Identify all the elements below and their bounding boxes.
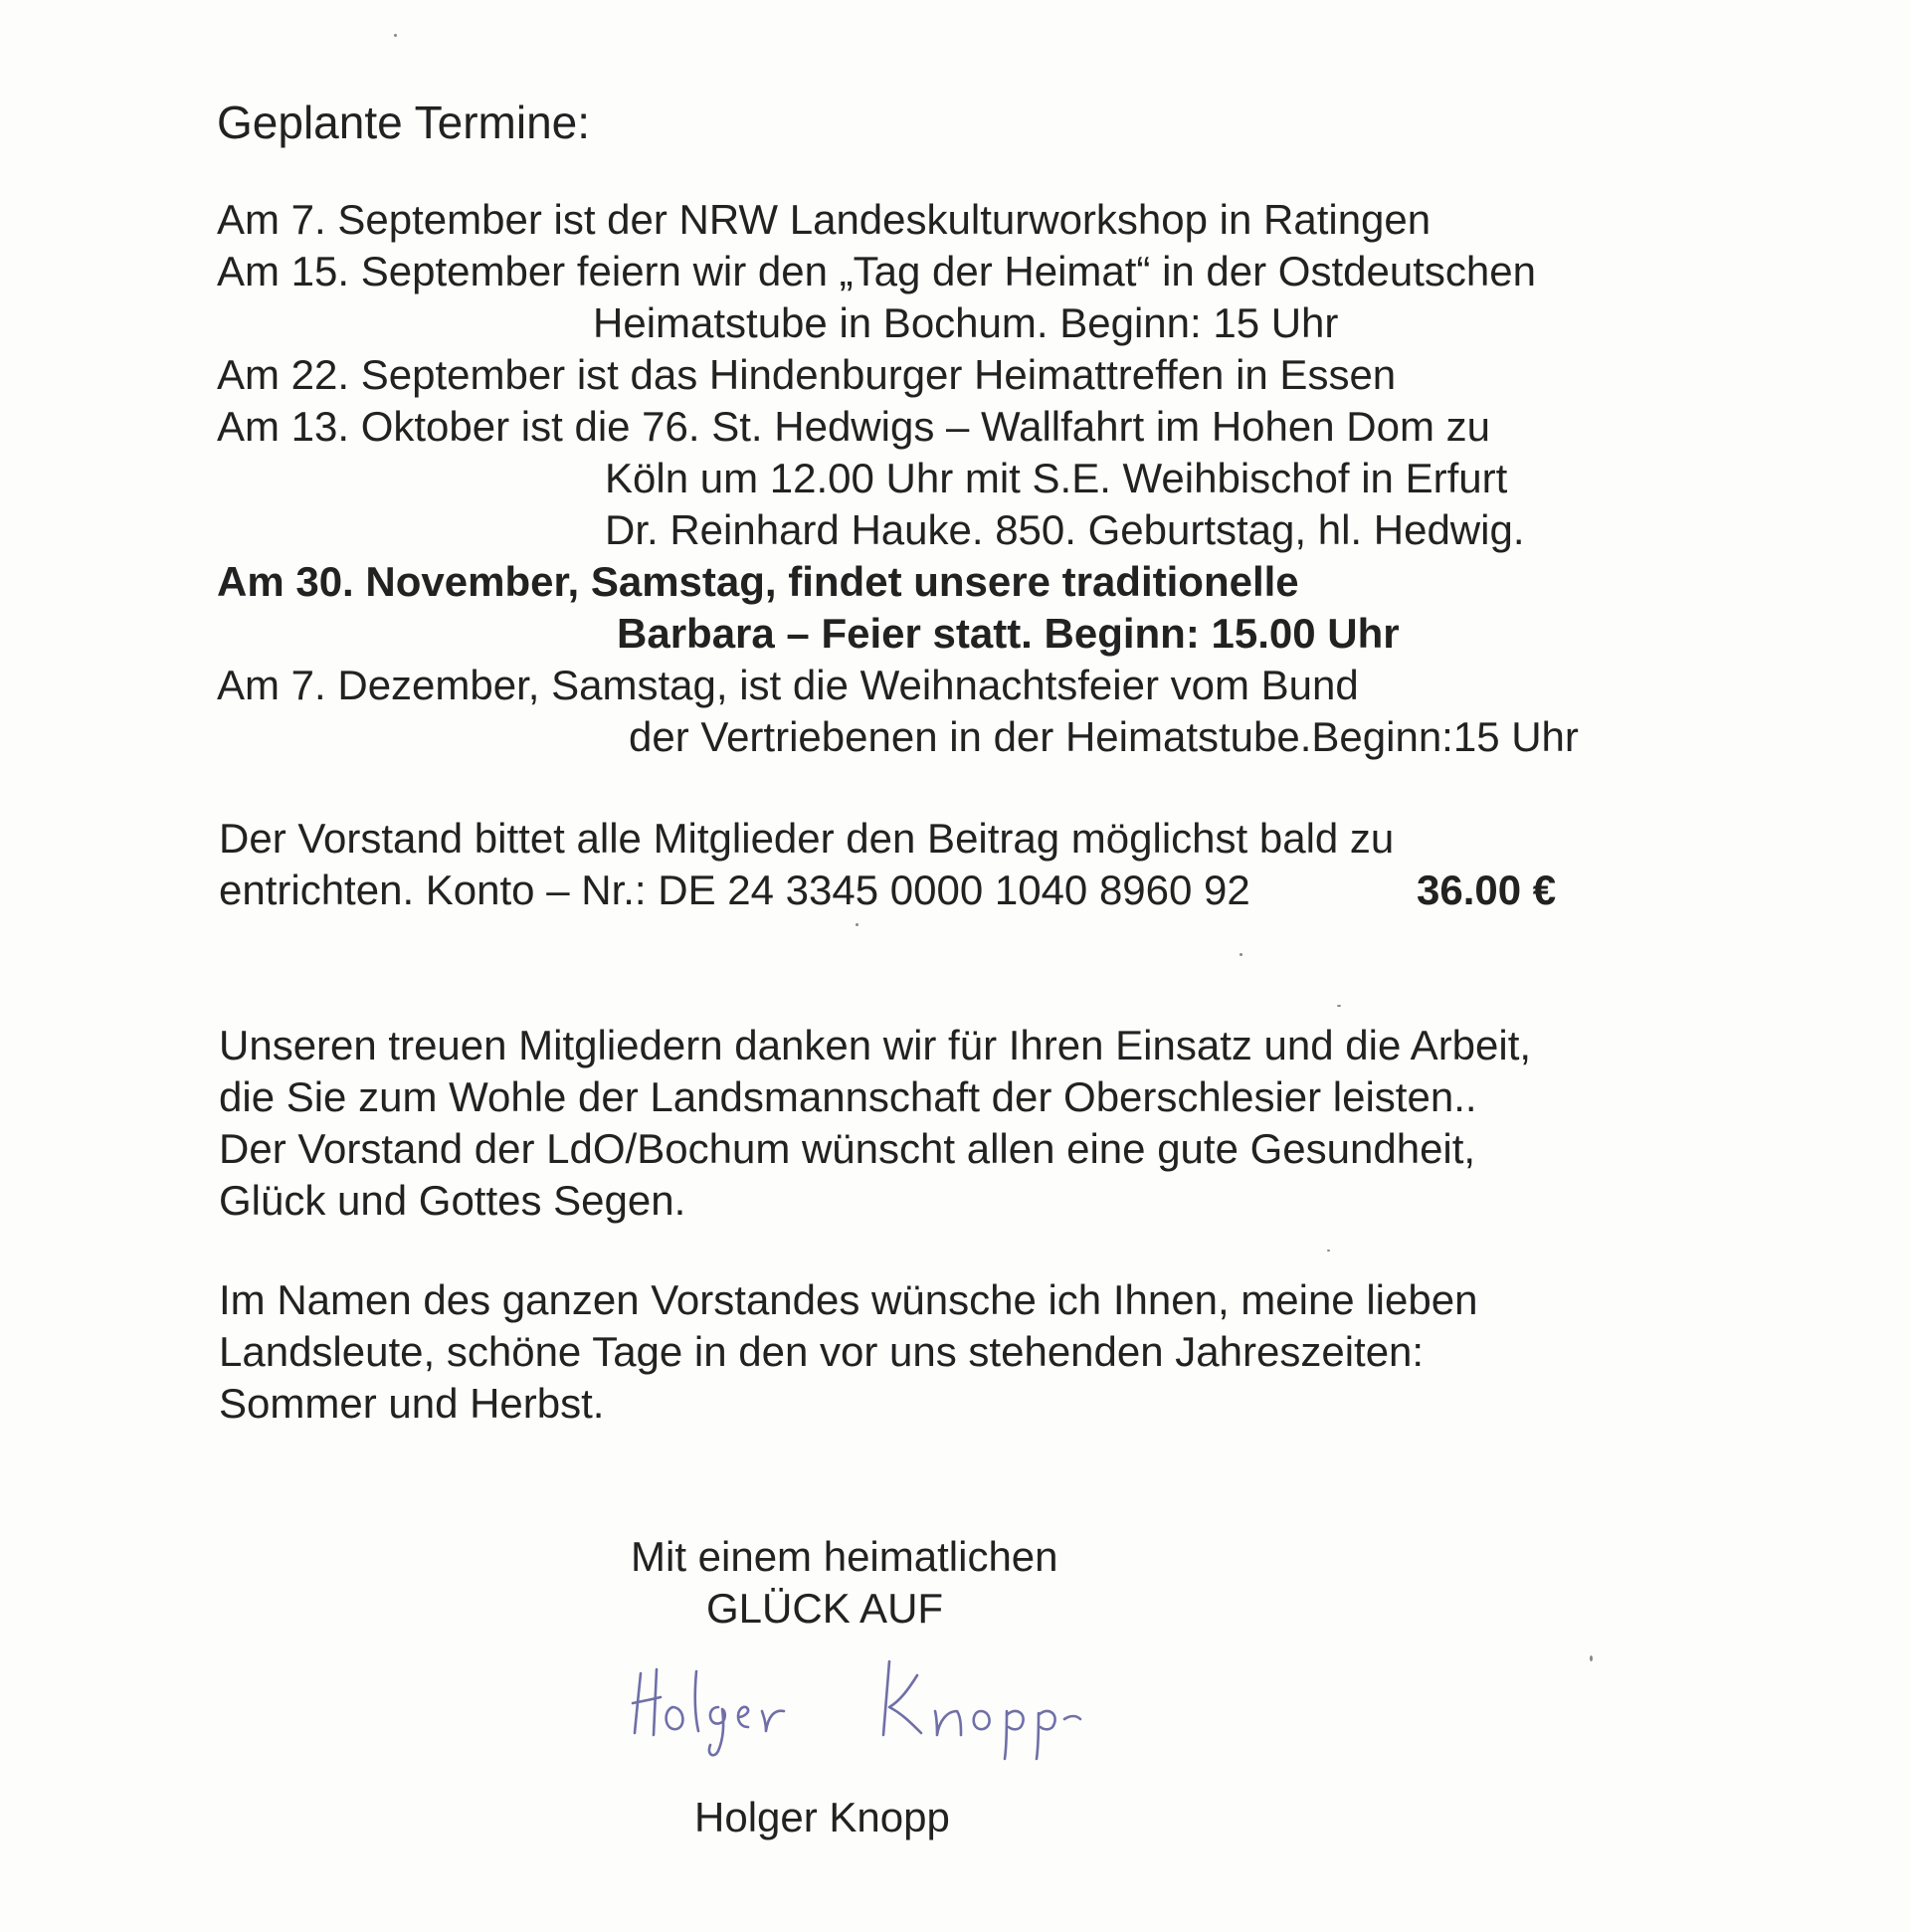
handwritten-signature bbox=[627, 1632, 1144, 1761]
scan-speck bbox=[1240, 953, 1242, 956]
thanks-line: Der Vorstand der LdO/Bochum wünscht allen eine gute Gesundheit, bbox=[219, 1125, 1476, 1172]
scan-speck bbox=[1327, 1250, 1330, 1252]
dues-amount: 36.00 € bbox=[1417, 867, 1557, 913]
event-line: Dr. Reinhard Hauke. 850. Geburtstag, hl. Hedwig. bbox=[605, 506, 1525, 553]
signer-name: Holger Knopp bbox=[694, 1794, 950, 1840]
thanks-line: die Sie zum Wohle der Landsmannschaft der Oberschlesier leisten.. bbox=[219, 1073, 1477, 1120]
event-line: Am 7. September ist der NRW Landeskulturworkshop in Ratingen bbox=[217, 196, 1432, 243]
scan-speck bbox=[1337, 1005, 1341, 1007]
event-line: Am 13. Oktober ist die 76. St. Hedwigs – Wallfahrt im Hohen Dom zu bbox=[217, 403, 1490, 450]
event-line: Am 15. September feiern wir den „Tag der Heimat“ in der Ostdeutschen bbox=[217, 248, 1536, 294]
event-line: der Vertriebenen in der Heimatstube.Beginn:15 Uhr bbox=[629, 713, 1579, 760]
dues-line: Der Vorstand bittet alle Mitglieder den Beitrag möglichst bald zu bbox=[219, 815, 1395, 862]
event-line: Am 7. Dezember, Samstag, ist die Weihnachtsfeier vom Bund bbox=[217, 662, 1359, 708]
event-line-highlight: Barbara – Feier statt. Beginn: 15.00 Uhr bbox=[617, 610, 1400, 657]
event-line: Heimatstube in Bochum. Beginn: 15 Uhr bbox=[593, 299, 1339, 346]
wishes-line: Sommer und Herbst. bbox=[219, 1380, 605, 1427]
wishes-line: Im Namen des ganzen Vorstandes wünsche ich Ihnen, meine lieben bbox=[219, 1276, 1478, 1323]
wishes-line: Landsleute, schöne Tage in den vor uns stehenden Jahreszeiten: bbox=[219, 1328, 1425, 1375]
scan-speck bbox=[856, 923, 859, 926]
scan-speck bbox=[1590, 1655, 1593, 1661]
page-heading: Geplante Termine: bbox=[217, 97, 591, 148]
event-line: Köln um 12.00 Uhr mit S.E. Weihbischof in Erfurt bbox=[605, 455, 1508, 501]
thanks-line: Unseren treuen Mitgliedern danken wir für Ihren Einsatz und die Arbeit, bbox=[219, 1022, 1532, 1068]
closing-greeting: Mit einem heimatlichen bbox=[631, 1533, 1058, 1580]
event-line: Am 22. September ist das Hindenburger Heimattreffen in Essen bbox=[217, 351, 1397, 398]
event-line-highlight: Am 30. November, Samstag, findet unsere traditionelle bbox=[217, 558, 1299, 605]
scan-speck bbox=[394, 34, 397, 37]
thanks-line: Glück und Gottes Segen. bbox=[219, 1177, 686, 1224]
closing-glueck-auf: GLÜCK AUF bbox=[706, 1585, 944, 1632]
dues-account-line: entrichten. Konto – Nr.: DE 24 3345 0000 1040 8960 92 bbox=[219, 867, 1250, 913]
